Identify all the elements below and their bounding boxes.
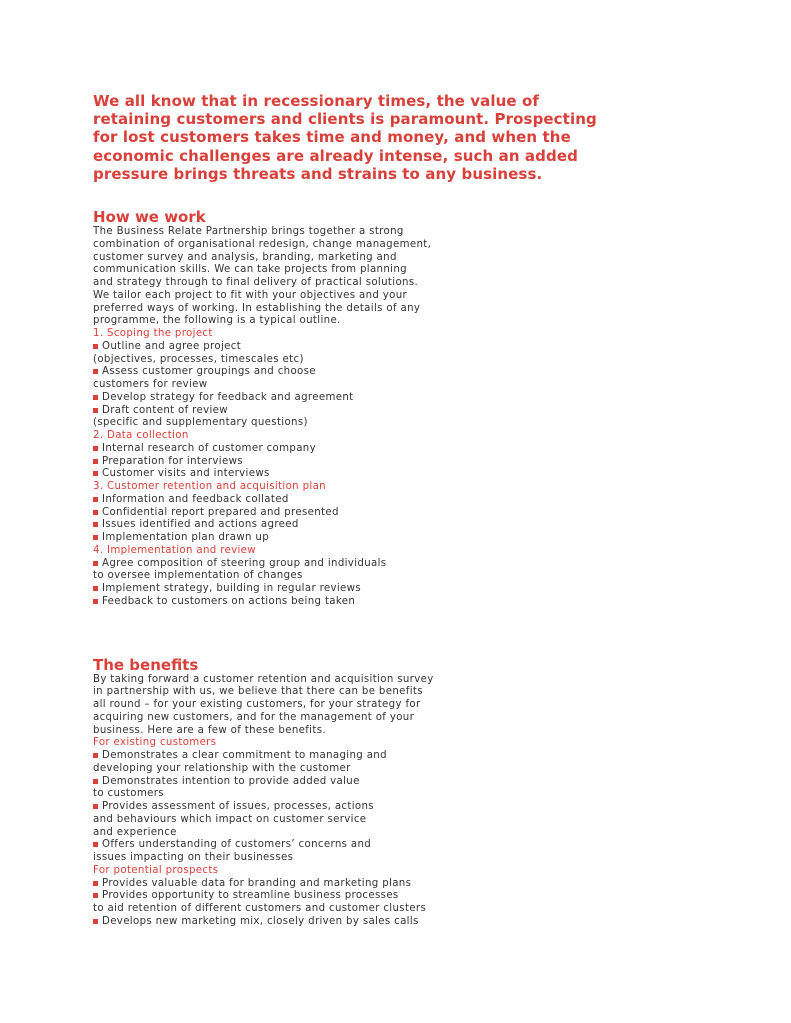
item-text: Implementation plan drawn up	[102, 532, 270, 544]
bullet-square-icon	[93, 586, 98, 591]
bullet-item	[93, 519, 653, 532]
bullet-item	[93, 392, 653, 405]
bullet-item	[93, 916, 653, 929]
paragraph-line: in partnership with us, we believe that there can be benefits	[93, 686, 423, 698]
bullet-square-icon	[93, 471, 98, 476]
item-text: (objectives, processes, timescales etc)	[93, 353, 304, 365]
bullet-square-icon	[93, 753, 98, 758]
item-text: developing your relationship with the customer	[93, 762, 351, 774]
item-text: Assess customer groupings and choose	[102, 366, 316, 378]
bullet-square-icon	[93, 919, 98, 924]
bullet-item	[93, 596, 653, 609]
bullet-square-icon	[93, 535, 98, 540]
item-text: Internal research of customer company	[102, 442, 316, 454]
continuation-line	[93, 763, 653, 776]
bullet-square-icon	[93, 497, 98, 502]
item-text: Outline and agree project	[102, 340, 242, 352]
bullet-square-icon	[93, 561, 98, 566]
continuation-line	[93, 827, 653, 840]
item-text: Provides opportunity to streamline business processes	[102, 890, 399, 902]
paragraph-line: combination of organisational redesign, change management,	[93, 238, 432, 250]
bullet-item	[93, 468, 653, 481]
paragraph-line: acquiring new customers, and for the management of your	[93, 711, 415, 723]
item-text: Customer visits and interviews	[102, 468, 270, 480]
continuation-line	[93, 788, 653, 801]
item-text: Demonstrates a clear commitment to managing and	[102, 750, 387, 762]
continuation-line	[93, 379, 653, 392]
bullet-square-icon	[93, 893, 98, 898]
bullet-item	[93, 558, 653, 571]
item-text: (specific and supplementary questions)	[93, 417, 308, 429]
bullet-square-icon	[93, 344, 98, 349]
section-title: 2. Data collection	[93, 430, 189, 442]
continuation-line	[93, 354, 653, 367]
item-text: to customers	[93, 788, 164, 800]
paragraph-line: communication skills. We can take projects from planning	[93, 264, 407, 276]
intro-line: economic challenges are already intense, such an added	[93, 146, 578, 165]
bullet-item	[93, 341, 653, 354]
intro-line: for lost customers takes time and money, and when the	[93, 128, 571, 147]
bullet-square-icon	[93, 522, 98, 527]
bullet-item	[93, 494, 653, 507]
bullet-item	[93, 532, 653, 545]
intro-line: We all know that in recessionary times, the value of	[93, 92, 539, 110]
item-text: Information and feedback collated	[102, 493, 289, 505]
bullet-square-icon	[93, 408, 98, 413]
bullet-square-icon	[93, 395, 98, 400]
paragraph-line: The Business Relate Partnership brings together a strong	[93, 226, 404, 238]
item-text: Feedback to customers on actions being taken	[102, 595, 356, 607]
bullet-item	[93, 583, 653, 596]
how-we-work-paragraph	[93, 226, 653, 328]
bullet-item	[93, 366, 653, 379]
bullet-item	[93, 839, 653, 852]
paragraph-line: all round – for your existing customers, for your strategy for	[93, 699, 421, 711]
bullet-square-icon	[93, 510, 98, 515]
item-text: Agree composition of steering group and individuals	[102, 557, 387, 569]
item-text: Provides assessment of issues, processes, actions	[102, 801, 374, 813]
item-text: Develops new marketing mix, closely driven by sales calls	[102, 915, 419, 927]
bullet-square-icon	[93, 446, 98, 451]
bullet-square-icon	[93, 779, 98, 784]
bullet-item	[93, 750, 653, 763]
section-title: 1. Scoping the project	[93, 328, 213, 340]
item-text: Develop strategy for feedback and agreement	[102, 391, 354, 403]
section-title: For existing customers	[93, 737, 217, 749]
bullet-item	[93, 507, 653, 520]
paragraph-line: programme, the following is a typical outline.	[93, 315, 341, 327]
item-text: Demonstrates intention to provide added value	[102, 775, 360, 787]
benefits-heading: The benefits	[93, 655, 199, 674]
paragraph-line: preferred ways of working. In establishing the details of any	[93, 302, 421, 314]
item-text: Confidential report prepared and presented	[102, 506, 339, 518]
bullet-square-icon	[93, 842, 98, 847]
bullet-item	[93, 405, 653, 418]
item-text: Provides valuable data for branding and marketing plans	[102, 877, 412, 889]
paragraph-line: By taking forward a customer retention and acquisition survey	[93, 673, 434, 685]
section-title: 4. Implementation and review	[93, 544, 256, 556]
item-text: Draft content of review	[102, 404, 228, 416]
item-text: to oversee implementation of changes	[93, 570, 303, 582]
section-title: For potential prospects	[93, 864, 219, 876]
bullet-item	[93, 890, 653, 903]
item-text: and behaviours which impact on customer service	[93, 813, 367, 825]
item-text: Implement strategy, building in regular reviews	[102, 583, 362, 595]
continuation-line	[93, 570, 653, 583]
intro-statement	[93, 92, 653, 183]
continuation-line	[93, 903, 653, 916]
paragraph-line: business. Here are a few of these benefits.	[93, 724, 326, 736]
item-text: to aid retention of different customers and customer clusters	[93, 903, 427, 915]
continuation-line	[93, 814, 653, 827]
continuation-line	[93, 852, 653, 865]
bullet-item	[93, 801, 653, 814]
bullet-item	[93, 456, 653, 469]
bullet-item	[93, 878, 653, 891]
how-we-work-heading: How we work	[93, 208, 206, 227]
item-text: customers for review	[93, 379, 208, 391]
intro-line: retaining customers and clients is paramount. Prospecting	[93, 110, 597, 129]
bullet-square-icon	[93, 881, 98, 886]
document-body	[93, 92, 653, 929]
bullet-item	[93, 776, 653, 789]
item-text: Preparation for interviews	[102, 455, 243, 467]
benefits-list	[93, 737, 653, 928]
intro-line: pressure brings threats and strains to any business.	[93, 164, 543, 183]
bullet-square-icon	[93, 459, 98, 464]
how-we-work-outline	[93, 328, 653, 609]
bullet-square-icon	[93, 804, 98, 809]
paragraph-line: and strategy through to final delivery of practical solutions.	[93, 277, 419, 289]
item-text: Issues identified and actions agreed	[102, 519, 299, 531]
paragraph-line: We tailor each project to fit with your objectives and your	[93, 289, 408, 301]
bullet-square-icon	[93, 369, 98, 374]
benefits-paragraph	[93, 674, 653, 738]
item-text: Offers understanding of customers’ concerns and	[102, 839, 372, 851]
paragraph-line: customer survey and analysis, branding, marketing and	[93, 251, 397, 263]
section-title: 3. Customer retention and acquisition plan	[93, 481, 326, 493]
bullet-item	[93, 443, 653, 456]
item-text: and experience	[93, 826, 177, 838]
bullet-square-icon	[93, 599, 98, 604]
item-text: issues impacting on their businesses	[93, 852, 294, 864]
continuation-line	[93, 417, 653, 430]
